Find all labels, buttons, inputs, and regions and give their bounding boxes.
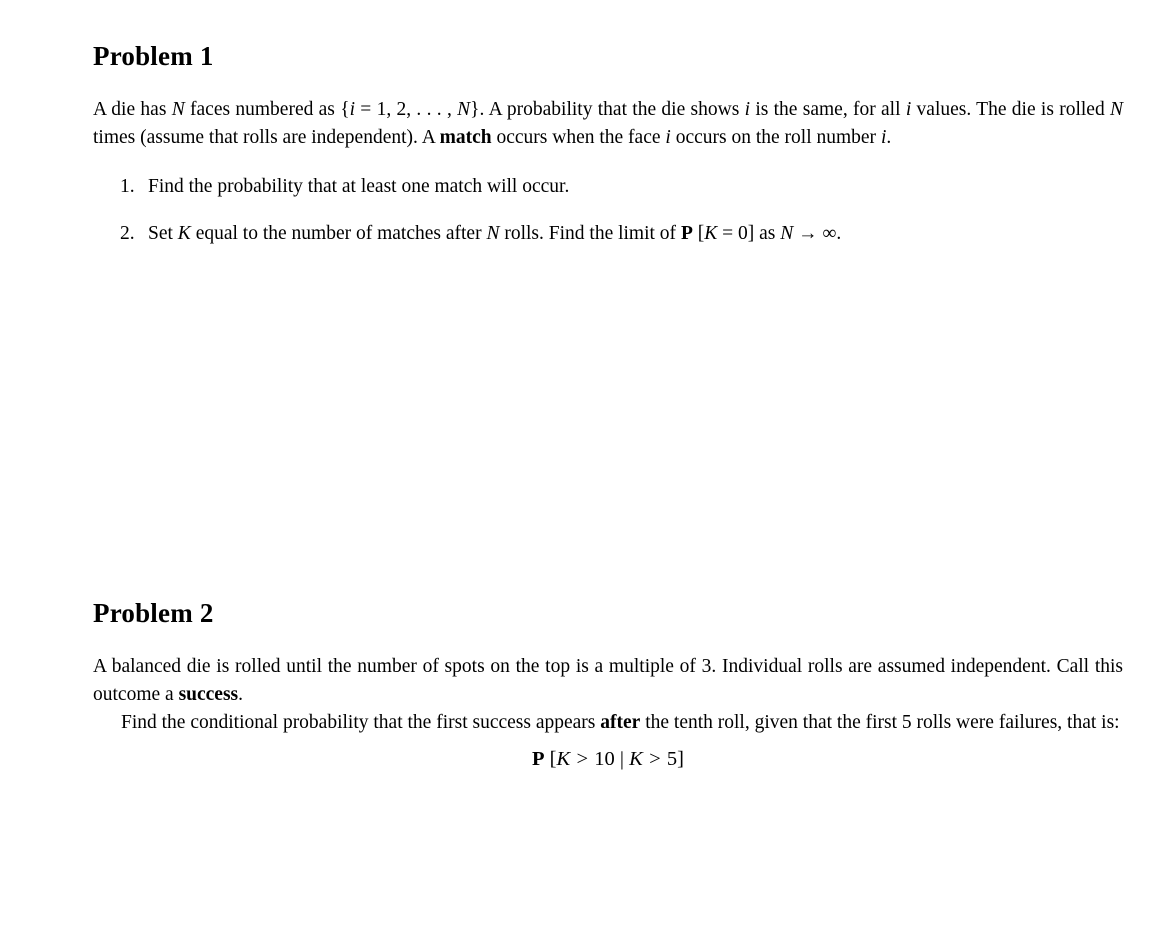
problem2-title: Problem 2 xyxy=(93,598,214,629)
problem1-paragraph: A die has N faces numbered as {i = 1, 2, . . . , N}. A probability that the die shows i is the same, for all i values. The die is rolled N times (assume that rolls are independent). A match occurs when the face i occurs on the roll number i. xyxy=(93,99,1124,148)
item-text: Find the probability that at least one match will occur. xyxy=(148,176,570,198)
list-item-1 xyxy=(93,173,1123,201)
list-item-2 xyxy=(93,220,1123,248)
problem1-list xyxy=(93,173,1123,247)
problem2-formula: P [K > 10 | K > 5] xyxy=(532,748,684,771)
text-column xyxy=(93,41,1123,773)
problem2-paragraph-1: A balanced die is rolled until the number of spots on the top is a multiple of 3. Individual rolls are assumed independent. Call this outcome a success. xyxy=(93,656,1123,705)
item-number: 1. xyxy=(120,176,135,198)
problem1-title: Problem 1 xyxy=(93,41,214,71)
item-number: 2. xyxy=(120,222,135,244)
item-text: Set K equal to the number of matches after N rolls. Find the limit of P [K = 0] as N → ∞. xyxy=(148,222,842,244)
problem2-paragraph-2: Find the conditional probability that the first success appears after the tenth roll, given that the first 5 rolls were failures, that is: xyxy=(121,711,1120,733)
